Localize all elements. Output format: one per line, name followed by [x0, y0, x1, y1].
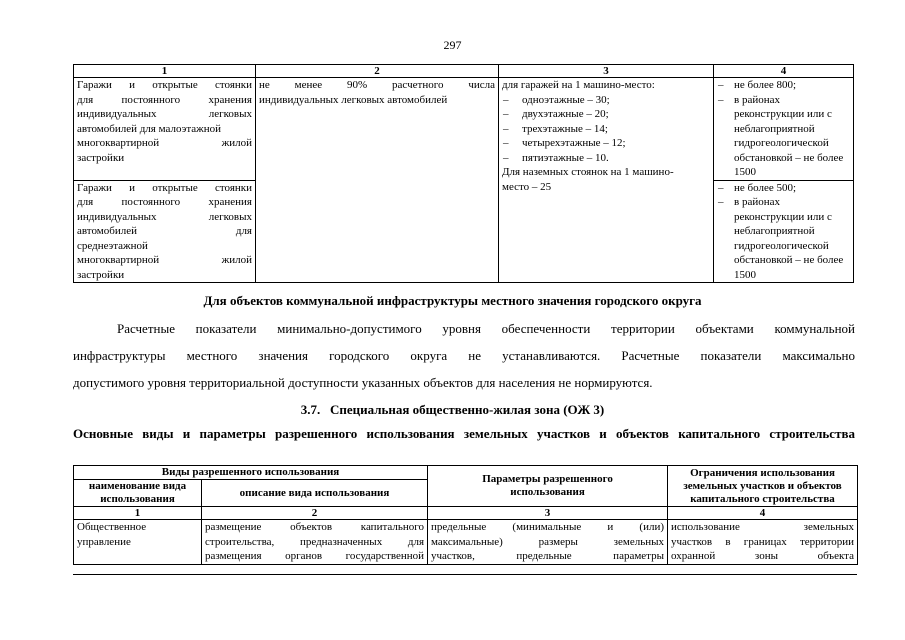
column-number: 1	[74, 507, 202, 520]
list-item: – трехэтажные – 14;	[502, 122, 710, 137]
column-number: 4	[714, 65, 854, 78]
paragraph-line: допустимого уровня территориальной доступности указанных объектов для населения не нормируются.	[73, 375, 653, 390]
cell-line: индивидуальных легковых	[77, 108, 252, 120]
cell-line: Гаражи и открытые стоянки	[77, 181, 252, 194]
table-row	[74, 520, 858, 565]
table-header-row	[74, 466, 858, 480]
list-item: – пятиэтажные – 10.	[502, 151, 710, 166]
parking-standards-table	[73, 64, 854, 283]
cell-line: участков, предельные параметры	[431, 550, 665, 562]
cell-line: застройки	[77, 151, 125, 164]
cell-line: использование земельных	[671, 521, 855, 533]
subsection-heading: Основные виды и параметры разрешенного использования земельных участков и объектов капитального строительства	[73, 426, 855, 441]
land-use-table	[73, 465, 858, 565]
list-item: – одноэтажные – 30;	[502, 93, 710, 108]
cell-line: место – 25	[502, 180, 552, 193]
cell-line: размещения органов государственной	[205, 550, 425, 562]
cell-line: индивидуальных легковых автомобилей	[259, 93, 448, 106]
cell-line: Гаражи и открытые стоянки	[77, 79, 252, 91]
cell-line: автомобилей для	[77, 225, 252, 237]
object-type-cell	[74, 78, 256, 181]
header-parameters-cell: Параметры разрешенного использования	[428, 466, 668, 507]
capacity-cell	[256, 78, 499, 283]
cell-line: максимальные) размеры земельных	[431, 535, 665, 548]
cell-line: охранной зоны объекта	[671, 550, 855, 562]
cell-line: многоквартирной жилой	[77, 137, 252, 149]
header-restrictions-cell: Ограничения использования земельных участков и объектов капитального строительства	[668, 466, 858, 507]
column-number: 2	[202, 507, 428, 520]
cell-line: автомобилей для малоэтажной	[77, 122, 222, 135]
list-item: – двухэтажные – 20;	[502, 107, 710, 122]
cell-line: строительства, предназначенных для	[205, 535, 425, 548]
cell-line: застройки	[77, 268, 125, 281]
list-item: – в районах реконструкции или с неблагоприятной гидрогеологической обстановкой – не более 1500	[717, 93, 850, 180]
header-description-cell: описание вида использования	[202, 480, 428, 507]
column-number: 4	[668, 507, 858, 520]
paragraph-line: Расчетные показатели минимально-допустимого уровня обеспеченности территории объектами коммунальной	[117, 321, 855, 336]
column-number: 3	[499, 65, 714, 78]
cell-line: не менее 90% расчетного числа	[259, 79, 495, 91]
header-name-cell: наименование вида использования	[74, 480, 202, 507]
cell-line: для постоянного хранения	[77, 196, 252, 208]
table-bottom-border	[73, 574, 857, 575]
column-number: 1	[74, 65, 256, 78]
page-number: 297	[443, 38, 462, 52]
column-number: 2	[256, 65, 499, 78]
use-parameters-cell	[428, 520, 668, 565]
list-item: – в районах реконструкции или с неблагоприятной гидрогеологической обстановкой – не более 1500	[717, 195, 850, 282]
list-item: – не более 500;	[717, 181, 850, 196]
paragraph-line: инфраструктуры местного значения городского округа не устанавливаются. Расчетные показатели максимально	[73, 348, 855, 363]
cell-line: для постоянного хранения	[77, 93, 252, 106]
cell-line: участков в границах территории	[671, 535, 855, 548]
distance-cell	[714, 78, 854, 181]
utilities-paragraph	[73, 315, 855, 396]
cell-line: многоквартирной жилой	[77, 254, 252, 266]
table-number-row	[74, 507, 858, 520]
list-item: – не более 800;	[717, 78, 850, 93]
cell-line: предельные (минимальные и (или)	[431, 521, 665, 533]
cell-line: Для наземных стоянок на 1 машино-	[502, 166, 674, 178]
table-row	[74, 78, 854, 181]
use-name-cell: Общественное управление	[74, 520, 202, 565]
cell-line: размещение объектов капитального	[205, 521, 425, 533]
cell-line: среднеэтажной	[77, 239, 148, 252]
utilities-heading: Для объектов коммунальной инфраструктуры местного значения городского округа	[203, 293, 702, 308]
parking-area-cell	[499, 78, 714, 283]
table-header-row	[74, 65, 854, 78]
column-number: 3	[428, 507, 668, 520]
distance-cell	[714, 180, 854, 283]
section-heading: 3.7. Специальная общественно-жилая зона (ОЖ 3)	[300, 402, 605, 417]
storeys-list	[502, 93, 710, 166]
cell-line: для гаражей на 1 машино-место:	[502, 79, 655, 91]
use-description-cell	[202, 520, 428, 565]
object-type-cell	[74, 180, 256, 283]
distance-list	[717, 78, 850, 180]
distance-list	[717, 181, 850, 283]
use-restrictions-cell	[668, 520, 858, 565]
list-item: – четырехэтажные – 12;	[502, 136, 710, 151]
header-group-cell: Виды разрешенного использования	[74, 466, 428, 480]
cell-line: индивидуальных легковых	[77, 210, 252, 223]
